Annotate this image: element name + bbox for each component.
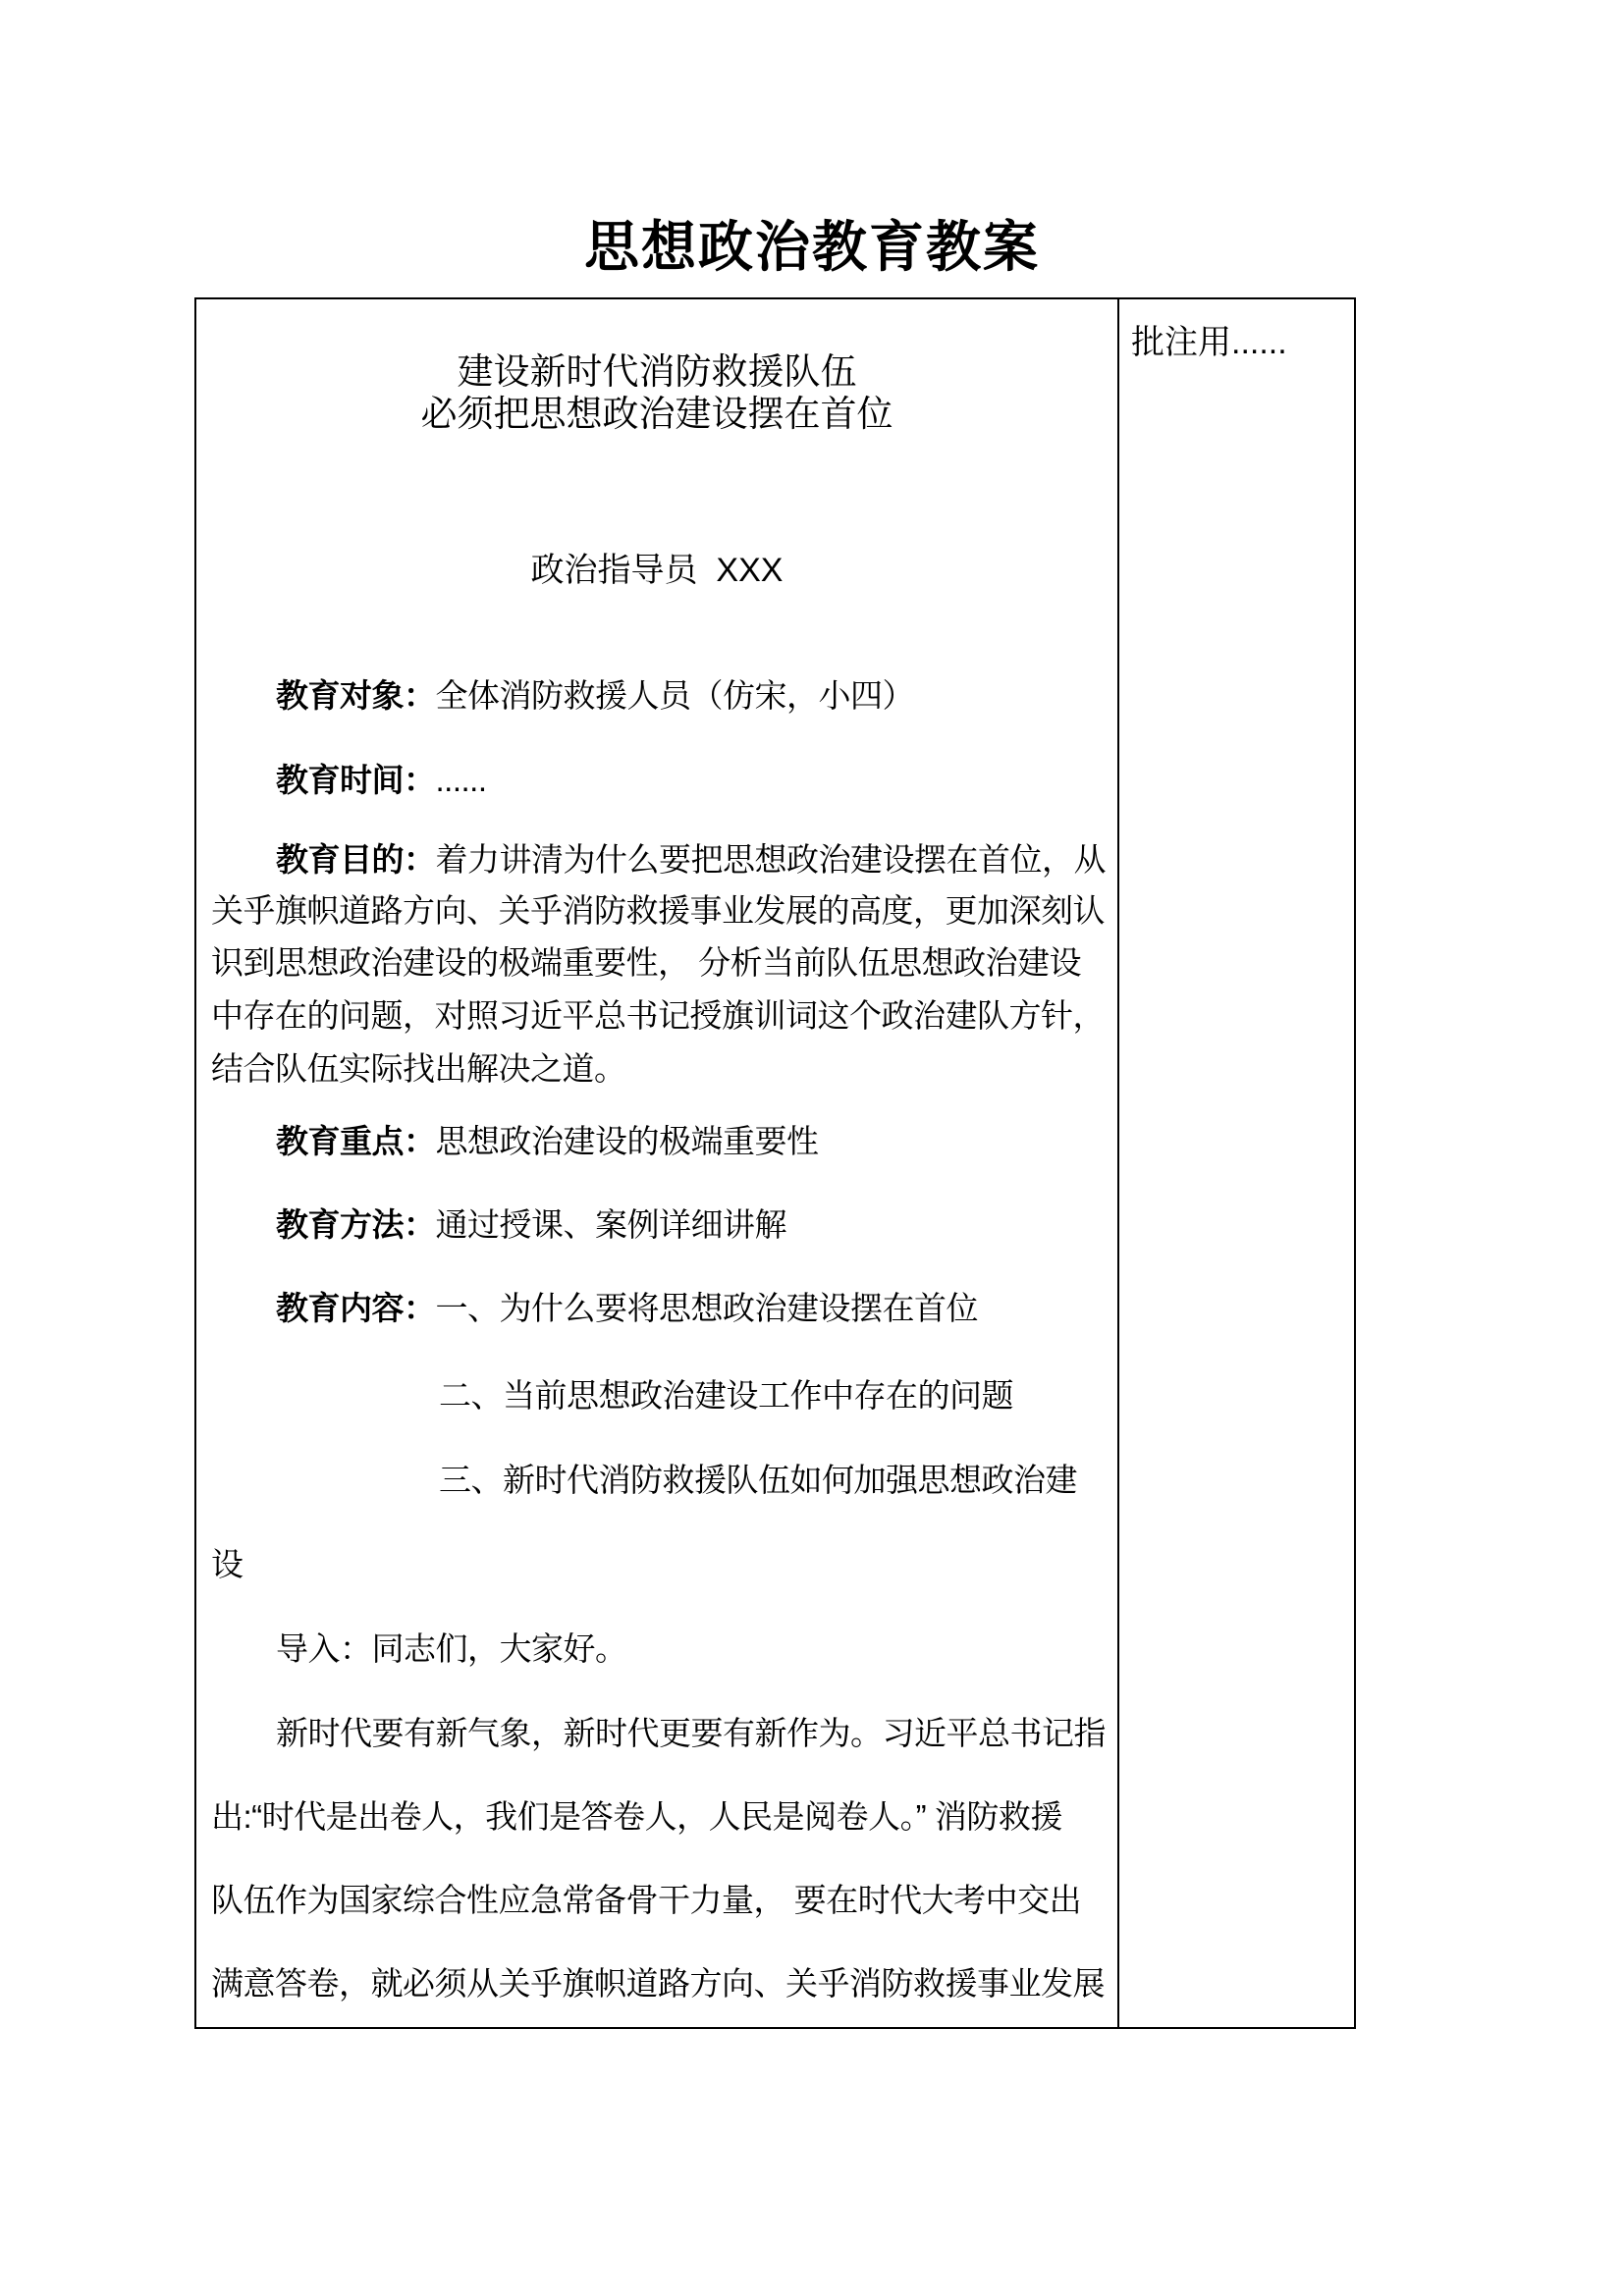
text-line xyxy=(439,1462,1077,1498)
field-value: 三、新时代消防救援队伍如何加强思想政治建 xyxy=(439,1462,1077,1498)
text-line xyxy=(276,1715,1106,1751)
instructor-byline: 政治指导员 XXX xyxy=(530,552,784,589)
text-line xyxy=(211,1798,1062,1835)
field-value: 队伍作为国家综合性应急常备骨干力量， 要在时代大考中交出 xyxy=(211,1882,1082,1918)
text-line xyxy=(276,677,914,714)
page-title: 思想政治教育教案 xyxy=(584,218,1040,279)
text-line xyxy=(276,1290,978,1326)
text-line xyxy=(211,892,1105,929)
field-value: 着力讲清为什么要把思想政治建设摆在首位，从 xyxy=(435,841,1106,878)
field-value: ...... xyxy=(435,762,487,798)
field-value: 二、当前思想政治建设工作中存在的问题 xyxy=(439,1377,1013,1414)
field-label: 教育对象： xyxy=(276,677,436,714)
field-value: 识到思想政治建设的极端重要性， 分析当前队伍思想政治建设 xyxy=(211,944,1082,981)
field-value: 思想政治建设的极端重要性 xyxy=(435,1123,819,1159)
text-line xyxy=(211,1050,626,1087)
annotation-column-label: 批注用...... xyxy=(1131,324,1287,361)
text-line xyxy=(211,997,1105,1034)
text-line xyxy=(276,1123,819,1159)
field-value: 一、为什么要将思想政治建设摆在首位 xyxy=(435,1290,978,1326)
field-label: 教育重点： xyxy=(276,1123,436,1159)
text-line xyxy=(211,1546,244,1582)
text-line xyxy=(211,1965,1105,2002)
text-line xyxy=(211,1882,1081,1918)
field-value: 设 xyxy=(211,1546,244,1582)
field-label: 教育内容： xyxy=(276,1290,436,1326)
field-value: 中存在的问题，对照习近平总书记授旗训词这个政治建队方针， xyxy=(211,997,1105,1034)
field-label: 教育目的： xyxy=(276,841,436,878)
text-line xyxy=(211,944,1081,981)
table-column-divider xyxy=(1117,299,1119,2027)
field-value: 新时代要有新气象，新时代更要有新作为。习近平总书记指 xyxy=(276,1715,1106,1751)
field-value: 全体消防救援人员（仿宋，小四） xyxy=(435,677,914,714)
text-line xyxy=(276,762,487,798)
field-value: 满意答卷，就必须从关乎旗帜道路方向、关乎消防救援事业发展 xyxy=(211,1965,1105,2002)
text-line xyxy=(276,1630,627,1667)
field-value: 关乎旗帜道路方向、关乎消防救援事业发展的高度，更加深刻认 xyxy=(211,892,1105,929)
field-value: 导入：同志们，大家好。 xyxy=(276,1630,627,1667)
text-line xyxy=(276,1206,786,1243)
text-line xyxy=(439,1377,1013,1414)
field-label: 教育方法： xyxy=(276,1206,436,1243)
field-label: 教育时间： xyxy=(276,762,436,798)
lesson-title-line2: 必须把思想政治建设摆在首位 xyxy=(420,394,893,434)
field-value: 结合队伍实际找出解决之道。 xyxy=(211,1050,626,1087)
text-line xyxy=(276,841,1106,878)
lesson-title-line1: 建设新时代消防救援队伍 xyxy=(457,351,857,392)
field-value: 出:“时代是出卷人，我们是答卷人，人民是阅卷人。” 消防救援 xyxy=(211,1798,1062,1835)
field-value: 通过授课、案例详细讲解 xyxy=(435,1206,786,1243)
